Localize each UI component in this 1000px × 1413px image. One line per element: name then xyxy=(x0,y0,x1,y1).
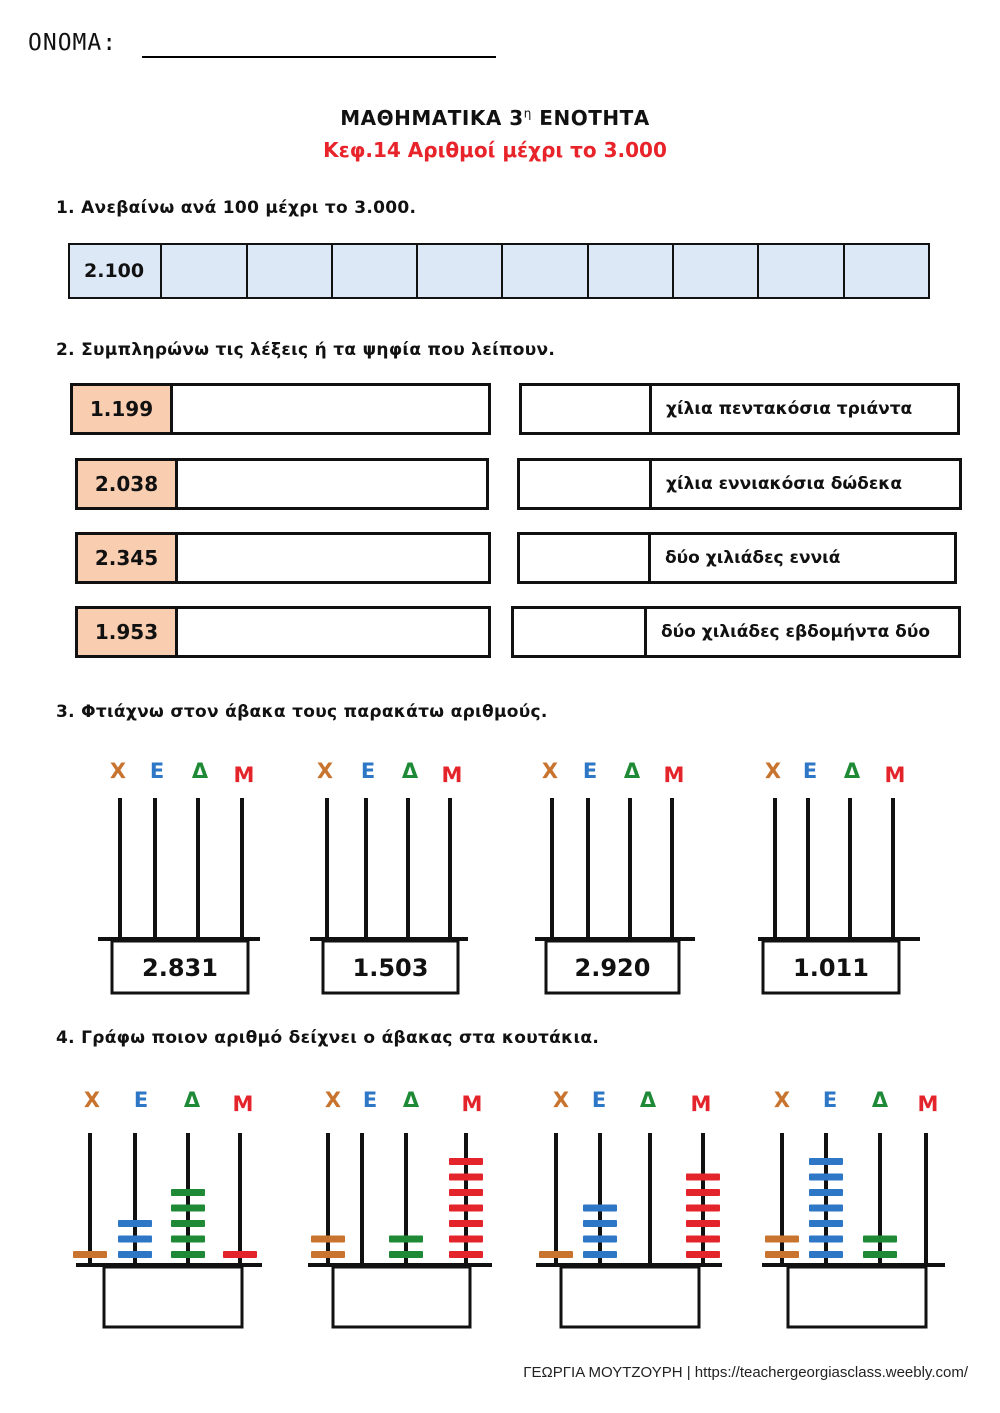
bead-thousands xyxy=(311,1251,345,1258)
words-to-number-row xyxy=(517,458,962,510)
bead-units xyxy=(686,1205,720,1212)
words-answer-box[interactable] xyxy=(178,609,488,655)
count-cell[interactable] xyxy=(845,245,928,297)
count-cell[interactable] xyxy=(333,245,418,297)
abacus-build-2[interactable] xyxy=(310,759,468,993)
bead-hundreds xyxy=(809,1158,843,1165)
place-label-thousands: Χ xyxy=(541,759,559,783)
count-cell[interactable] xyxy=(674,245,759,297)
bead-hundreds xyxy=(118,1236,152,1243)
place-label-units: Μ xyxy=(232,1092,254,1116)
words-to-number-row xyxy=(517,532,957,584)
abacus-build-4[interactable] xyxy=(758,759,920,993)
words-to-number-row xyxy=(519,383,960,435)
bead-hundreds xyxy=(809,1251,843,1258)
bead-hundreds xyxy=(809,1220,843,1227)
count-cell[interactable] xyxy=(503,245,588,297)
place-label-hundreds: Ε xyxy=(802,759,818,783)
question-3-prompt: 3. Φτιάχνω στον άβακα τους παρακάτω αριθμούς. xyxy=(56,702,548,722)
bead-thousands xyxy=(311,1236,345,1243)
q3-abaci[interactable] xyxy=(0,740,1000,1010)
count-cell[interactable] xyxy=(248,245,333,297)
number-to-words-row xyxy=(75,532,491,584)
footer-credit: ΓΕΩΡΓΙΑ ΜΟΥΤΖΟΥΡΗ | https://teachergeorgiasclass.weebly.com/ xyxy=(523,1364,968,1381)
given-words: χίλια πεντακόσια τριάντα xyxy=(666,399,913,419)
place-label-units: Μ xyxy=(663,763,685,787)
number-answer-box[interactable] xyxy=(522,386,652,432)
bead-hundreds xyxy=(809,1189,843,1196)
place-label-tens: Δ xyxy=(843,759,861,783)
words-answer-box[interactable] xyxy=(173,386,488,432)
place-label-tens: Δ xyxy=(639,1088,657,1112)
place-label-units: Μ xyxy=(884,763,906,787)
place-label-hundreds: Ε xyxy=(360,759,376,783)
bead-units xyxy=(449,1220,483,1227)
place-label-units: Μ xyxy=(917,1092,939,1116)
given-words: δύο χιλιάδες εβδομήντα δύο xyxy=(661,622,931,642)
bead-thousands xyxy=(765,1251,799,1258)
bead-units xyxy=(223,1251,257,1258)
bead-tens xyxy=(171,1236,205,1243)
page-title: ΜΑΘΗΜΑΤΙΚΑ $3^\eta$ ΕΝΟΤΗΤΑ xyxy=(340,106,650,130)
given-number: 1.199 xyxy=(73,386,173,432)
number-to-words-row xyxy=(75,458,489,510)
given-words: χίλια εννιακόσια δώδεκα xyxy=(666,474,903,494)
place-label-units: Μ xyxy=(461,1092,483,1116)
chapter-subtitle: Κεφ.14 Αριθμοί μέχρι το 3.000 xyxy=(323,138,667,162)
question-1-prompt: 1. Ανεβαίνω ανά 100 μέχρι το 3.000. xyxy=(56,198,417,218)
bead-tens xyxy=(171,1205,205,1212)
place-label-thousands: Χ xyxy=(83,1088,101,1112)
place-label-tens: Δ xyxy=(401,759,419,783)
bead-units xyxy=(449,1174,483,1181)
question-4-prompt: 4. Γράφω ποιον αριθμό δείχνει ο άβακας στα κουτάκια. xyxy=(56,1028,600,1048)
bead-units xyxy=(449,1158,483,1165)
name-input-line[interactable] xyxy=(142,56,496,58)
bead-hundreds xyxy=(118,1251,152,1258)
bead-units xyxy=(686,1236,720,1243)
bead-tens xyxy=(171,1189,205,1196)
given-number: 2.345 xyxy=(78,535,178,581)
bead-units xyxy=(686,1220,720,1227)
place-label-tens: Δ xyxy=(871,1088,889,1112)
count-cell[interactable] xyxy=(759,245,844,297)
target-number: 2.920 xyxy=(574,954,651,982)
bead-tens xyxy=(389,1236,423,1243)
place-label-units: Μ xyxy=(690,1092,712,1116)
number-answer-box[interactable] xyxy=(520,535,651,581)
place-label-tens: Δ xyxy=(191,759,209,783)
answer-box[interactable] xyxy=(104,1267,242,1327)
bead-thousands xyxy=(73,1251,107,1258)
bead-units xyxy=(449,1236,483,1243)
bead-tens xyxy=(171,1220,205,1227)
bead-thousands xyxy=(539,1251,573,1258)
bead-tens xyxy=(863,1236,897,1243)
bead-units xyxy=(686,1251,720,1258)
words-to-number-row xyxy=(511,606,961,658)
bead-units xyxy=(449,1251,483,1258)
given-number: 2.038 xyxy=(78,461,178,507)
bead-thousands xyxy=(765,1236,799,1243)
place-label-hundreds: Ε xyxy=(133,1088,149,1112)
place-label-units: Μ xyxy=(441,763,463,787)
bead-units xyxy=(686,1189,720,1196)
place-label-thousands: Χ xyxy=(764,759,782,783)
count-cell[interactable] xyxy=(162,245,247,297)
place-label-tens: Δ xyxy=(183,1088,201,1112)
bead-tens xyxy=(863,1251,897,1258)
count-cell[interactable] xyxy=(589,245,674,297)
given-number: 1.953 xyxy=(78,609,178,655)
bead-hundreds xyxy=(583,1236,617,1243)
target-number: 1.503 xyxy=(352,954,429,982)
abacus-read-2 xyxy=(308,1088,492,1327)
bead-units xyxy=(686,1174,720,1181)
bead-hundreds xyxy=(583,1205,617,1212)
words-answer-box[interactable] xyxy=(178,461,486,507)
target-number: 1.011 xyxy=(793,954,869,982)
number-to-words-row xyxy=(75,606,491,658)
target-number: 2.831 xyxy=(142,954,218,982)
place-label-hundreds: Ε xyxy=(822,1088,838,1112)
answer-box[interactable] xyxy=(788,1267,926,1327)
place-label-hundreds: Ε xyxy=(591,1088,607,1112)
given-words: δύο χιλιάδες εννιά xyxy=(665,548,841,568)
answer-box[interactable] xyxy=(333,1267,470,1327)
bead-units xyxy=(449,1189,483,1196)
bead-units xyxy=(449,1205,483,1212)
place-label-tens: Δ xyxy=(623,759,641,783)
place-label-thousands: Χ xyxy=(773,1088,791,1112)
bead-hundreds xyxy=(809,1174,843,1181)
place-label-thousands: Χ xyxy=(552,1088,570,1112)
name-label: ΟΝΟΜΑ: xyxy=(28,30,118,56)
abacus-build-1[interactable] xyxy=(98,759,260,993)
words-answer-box[interactable] xyxy=(178,535,488,581)
count-cell-start: 2.100 xyxy=(70,245,162,297)
place-label-thousands: Χ xyxy=(109,759,127,783)
count-cell[interactable] xyxy=(418,245,503,297)
place-label-hundreds: Ε xyxy=(149,759,165,783)
bead-tens xyxy=(389,1251,423,1258)
bead-hundreds xyxy=(583,1220,617,1227)
place-label-units: Μ xyxy=(233,763,255,787)
bead-hundreds xyxy=(583,1251,617,1258)
bead-hundreds xyxy=(809,1205,843,1212)
number-answer-box[interactable] xyxy=(514,609,647,655)
place-label-tens: Δ xyxy=(402,1088,420,1112)
place-label-thousands: Χ xyxy=(316,759,334,783)
place-label-hundreds: Ε xyxy=(582,759,598,783)
question-2-prompt: 2. Συμπληρώνω τις λέξεις ή τα ψηφία που λείπουν. xyxy=(56,340,556,360)
bead-hundreds xyxy=(809,1236,843,1243)
place-label-thousands: Χ xyxy=(324,1088,342,1112)
abacus-build-3[interactable] xyxy=(535,759,695,993)
answer-box[interactable] xyxy=(561,1267,699,1327)
bead-hundreds xyxy=(118,1220,152,1227)
count-row xyxy=(68,243,930,299)
number-to-words-row xyxy=(70,383,491,435)
abacus-read-1 xyxy=(73,1088,262,1327)
abacus-read-4 xyxy=(762,1088,945,1327)
q4-abaci[interactable] xyxy=(0,1075,1000,1345)
place-label-hundreds: Ε xyxy=(362,1088,378,1112)
abacus-read-3 xyxy=(536,1088,722,1327)
bead-tens xyxy=(171,1251,205,1258)
number-answer-box[interactable] xyxy=(520,461,652,507)
